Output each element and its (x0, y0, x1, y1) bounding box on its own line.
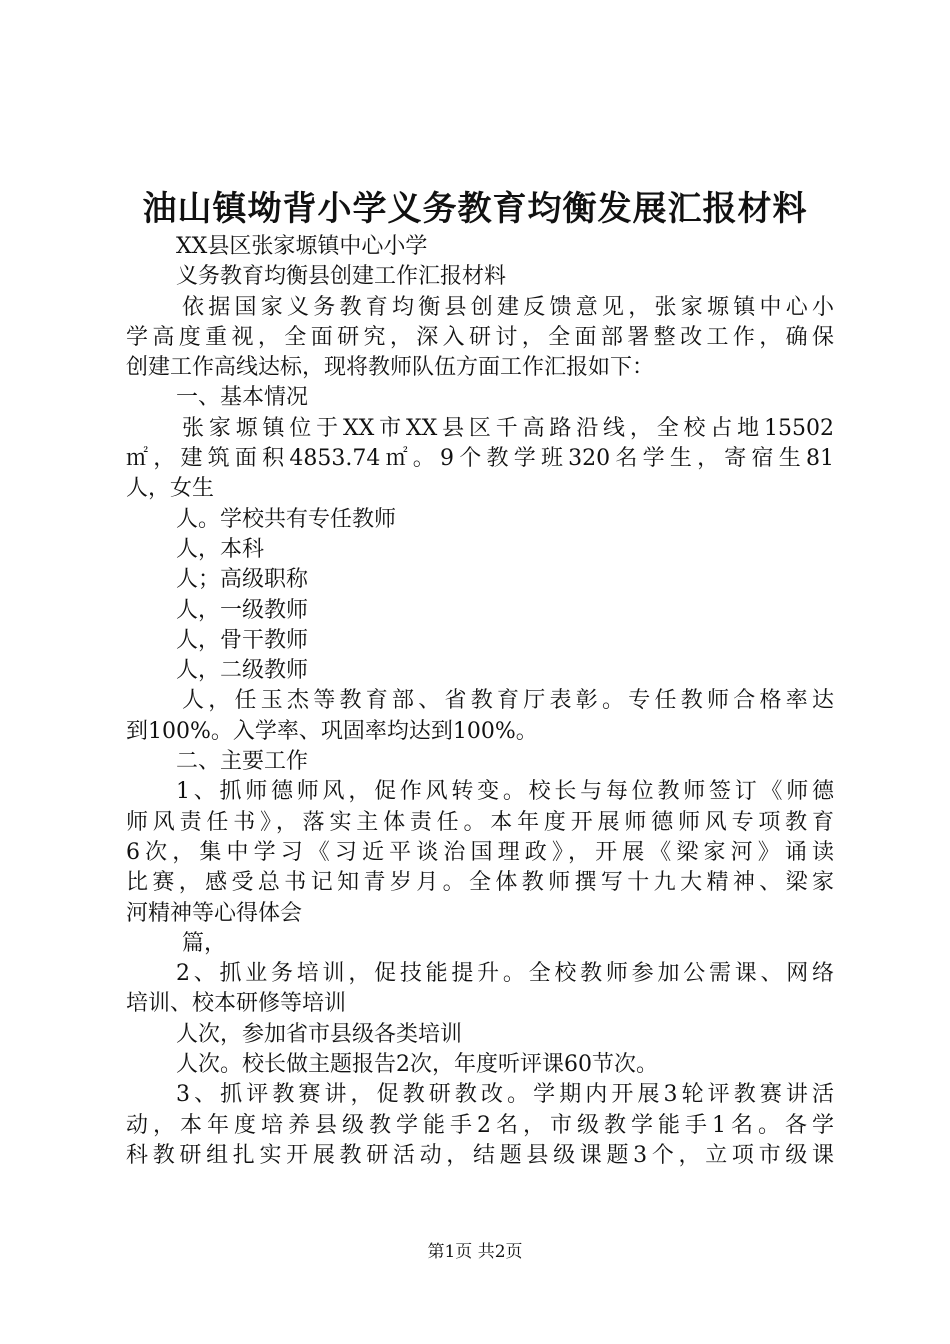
text-line: 人，一级教师 (176, 597, 309, 623)
text-line: 科教研组扎实开展教研活动，结题县级课题3个，立项市级课 (126, 1142, 834, 1168)
text-line: 人。学校共有专任教师 (176, 506, 397, 532)
text-line: 培训、校本研修等培训 (126, 991, 347, 1017)
text-line: 2、抓业务培训，促技能提升。全校教师参加公需课、网络 (176, 961, 834, 987)
text-line: 义务教育均衡县创建工作汇报材料 (176, 264, 507, 290)
text-line: 人，女生 (126, 476, 215, 502)
text-line: 人，本科 (176, 536, 265, 562)
text-line: 动，本年度培养县级教学能手2名，市级教学能手1名。各学 (126, 1112, 834, 1138)
text-line: 人，二级教师 (176, 658, 309, 684)
text-line: 人，骨干教师 (176, 627, 309, 653)
text-line: ㎡，建筑面积4853.74㎡。9个教学班320名学生，寄宿生81 (126, 446, 834, 472)
text-line: 到100%。入学率、巩固率均达到100%。 (126, 718, 538, 744)
text-line: XX县区张家塬镇中心小学 (176, 234, 428, 259)
text-line: 创建工作高线达标，现将教师队伍方面工作汇报如下： (126, 355, 655, 381)
document-title: 油山镇坳背小学义务教育均衡发展汇报材料 (142, 189, 808, 229)
text-line: 3、抓评教赛讲，促教研教改。学期内开展3轮评教赛讲活 (176, 1082, 834, 1108)
text-line: 依据国家义务教育均衡县创建反馈意见，张家塬镇中心小 (182, 294, 834, 320)
text-line: 人；高级职称 (176, 567, 309, 593)
text-line: 人次，参加省市县级各类培训 (176, 1021, 463, 1047)
text-line: 学高度重视，全面研究，深入研讨，全面部署整改工作，确保 (126, 324, 834, 350)
text-line: 1、抓师德师风，促作风转变。校长与每位教师签订《师德 (176, 779, 834, 805)
text-line: 河精神等心得体会 (126, 900, 303, 926)
text-line: 人次。校长做主题报告2次，年度听评课60节次。 (176, 1052, 658, 1078)
page-number: 第1页 共2页 (427, 1242, 523, 1262)
text-line: 篇， (182, 930, 227, 956)
section-heading: 一、基本情况 (176, 385, 309, 411)
text-line: 人，任玉杰等教育部、省教育厅表彰。专任教师合格率达 (182, 688, 834, 714)
text-line: 比赛，感受总书记知青岁月。全体教师撰写十九大精神、梁家 (126, 870, 834, 896)
text-line: 张家塬镇位于XX市XX县区千高路沿线，全校占地15502 (182, 415, 834, 441)
text-line: 6次，集中学习《习近平谈治国理政》，开展《梁家河》诵读 (126, 839, 834, 865)
document-body (126, 232, 834, 1171)
section-heading: 二、主要工作 (176, 749, 309, 775)
text-line: 师风责任书》，落实主体责任。本年度开展师德师风专项教育 (126, 809, 834, 835)
